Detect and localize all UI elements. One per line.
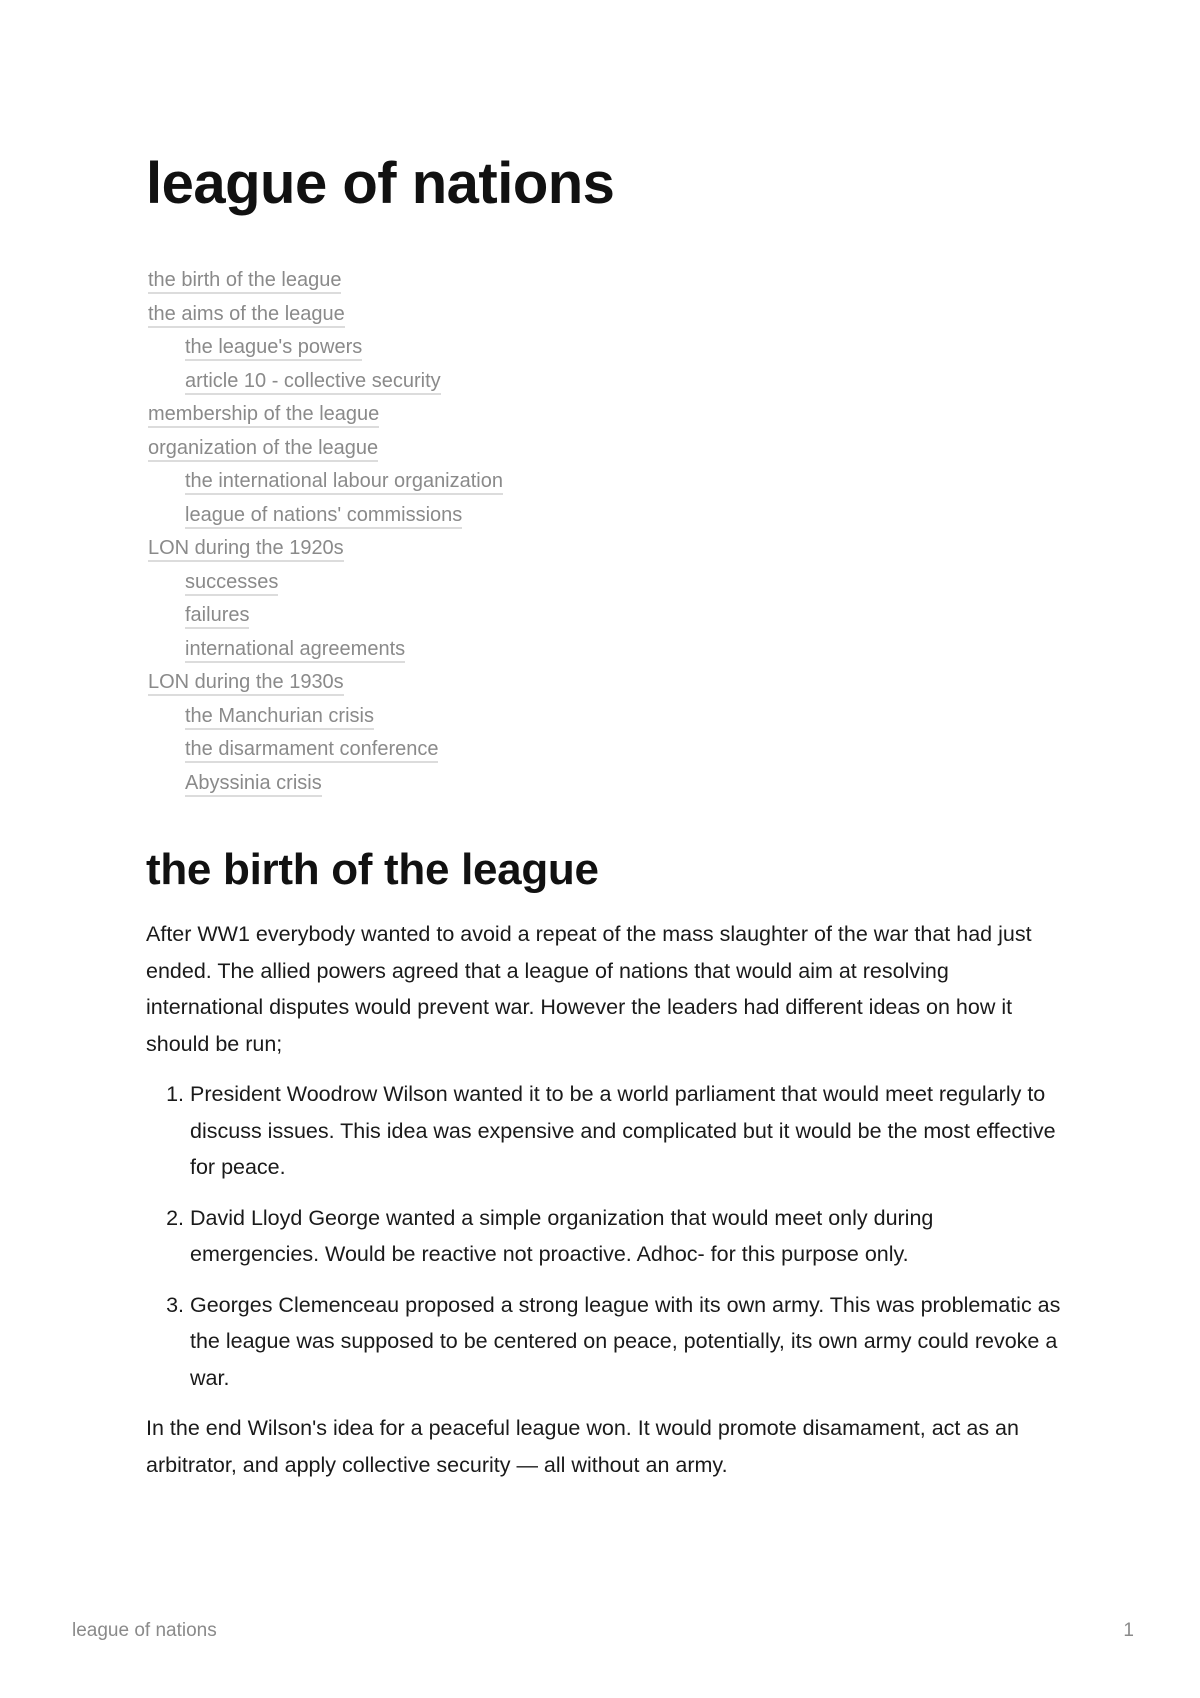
section-intro: After WW1 everybody wanted to avoid a repeat of the mass slaughter of the war that had just ended. The allied powers agreed that a league of nations that would aim at resolving international disputes would prevent war. However the leaders had different ideas on how it should be run; [146,922,1032,1056]
section-heading: the birth of the league [146,845,599,894]
toc-item [148,432,503,466]
toc-item [148,465,503,499]
section-birth-of-league [146,842,1066,1497]
toc-item [148,566,503,600]
toc-link-1920s[interactable]: LON during the 1920s [148,537,344,562]
toc-item [148,733,503,767]
toc-link-manchurian[interactable]: the Manchurian crisis [185,705,374,730]
toc-link-powers[interactable]: the league's powers [185,336,362,361]
document-title: league of nations [146,151,615,216]
toc-item [148,599,503,633]
toc-item [148,700,503,734]
toc-link-article-10[interactable]: article 10 - collective security [185,370,441,395]
toc-link-1930s[interactable]: LON during the 1930s [148,671,344,696]
page-number: 1 [1123,1620,1134,1641]
list-item: 1. President Woodrow Wilson wanted it to be a world parliament that would meet regularly to discuss issues. This idea was expensive and complicated but it would be the most effective for peace. [190,1076,1066,1186]
toc-item [148,532,503,566]
toc-link-commissions[interactable]: league of nations' commissions [185,504,462,529]
toc-item [148,633,503,667]
table-of-contents [148,264,503,800]
toc-link-organization[interactable]: organization of the league [148,437,378,462]
toc-link-abyssinia[interactable]: Abyssinia crisis [185,772,322,797]
toc-item [148,331,503,365]
list-item: 2. David Lloyd George wanted a simple organization that would meet only during emergencies. Would be reactive not proactive. Adhoc- for this purpose only. [190,1200,1066,1273]
toc-item [148,298,503,332]
leaders-list [146,1076,1066,1396]
toc-link-agreements[interactable]: international agreements [185,638,405,663]
footer-title: league of nations [72,1620,217,1641]
toc-link-successes[interactable]: successes [185,571,278,596]
toc-item [148,264,503,298]
toc-link-failures[interactable]: failures [185,604,249,629]
toc-link-disarmament[interactable]: the disarmament conference [185,738,438,763]
toc-link-membership[interactable]: membership of the league [148,403,379,428]
toc-link-ilo[interactable]: the international labour organization [185,470,503,495]
toc-item [148,365,503,399]
toc-item [148,499,503,533]
toc-item [148,398,503,432]
section-conclusion: In the end Wilson's idea for a peaceful league won. It would promote disamament, act as an arbitrator, and apply collective security — all without an army. [146,1416,1019,1477]
list-item: 3. Georges Clemenceau proposed a strong league with its own army. This was problematic as the league was supposed to be centered on peace, potentially, its own army could revoke a war. [190,1287,1066,1397]
toc-item [148,767,503,801]
toc-link-birth[interactable]: the birth of the league [148,269,341,294]
toc-item [148,666,503,700]
toc-link-aims[interactable]: the aims of the league [148,303,345,328]
